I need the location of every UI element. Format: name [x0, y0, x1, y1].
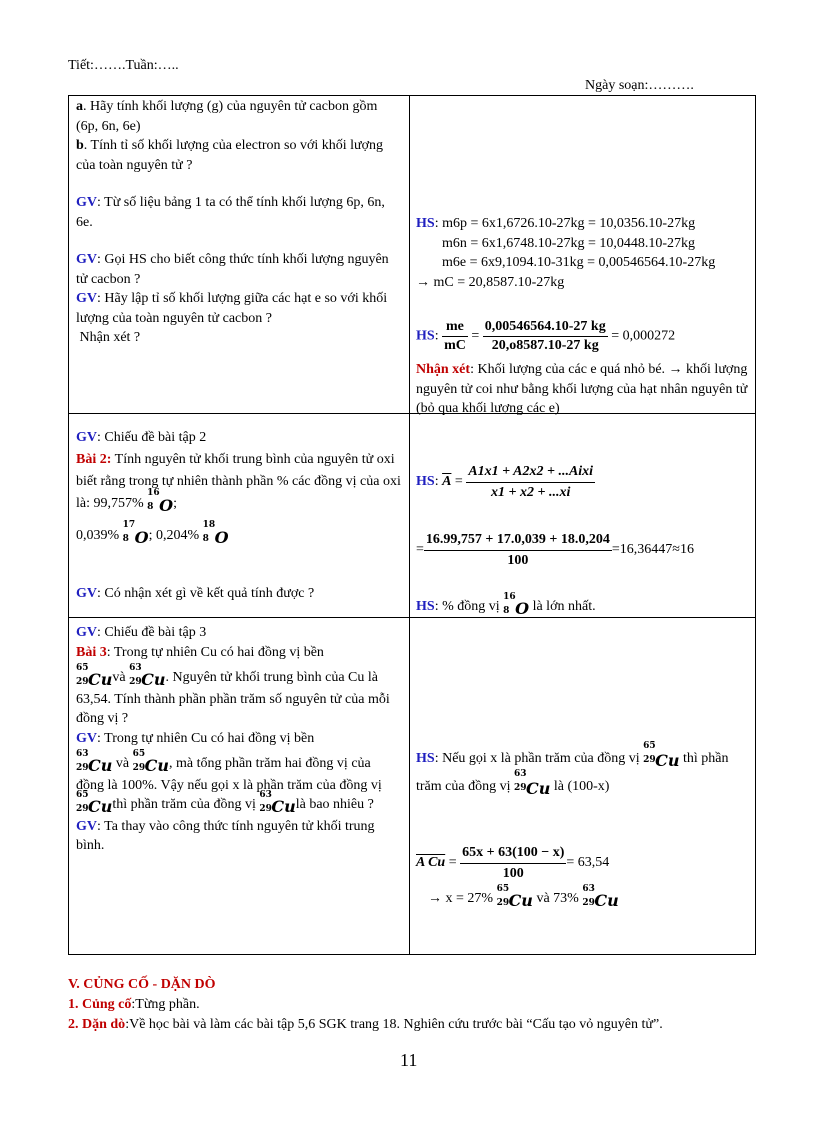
atomic-number: 8 — [503, 606, 510, 616]
isotope-o18 — [202, 520, 229, 549]
hs-label: HS — [416, 216, 435, 231]
gv-text-cont: là bao nhiêu ? — [295, 797, 374, 812]
gv-text: : Trong tự nhiên Cu có hai đồng vị bền — [97, 730, 315, 746]
average-mass-symbol: $\overline{A}$ — [442, 474, 452, 490]
label-a: a — [76, 99, 83, 114]
isotope-o17 — [122, 520, 149, 549]
mass-number: 16 — [503, 592, 516, 602]
conclusion-text: : % đồng vị — [434, 599, 500, 614]
nhan-xet-label: Nhận xét — [416, 362, 471, 377]
conclusion-text-end: là lớn nhất. — [532, 599, 596, 614]
bai-3-label: Bài 3 — [76, 644, 107, 660]
page-number: 11 — [400, 1050, 418, 1070]
isotope-cu63 — [513, 769, 551, 802]
element-symbol: Cu — [271, 797, 296, 816]
mass-number: 16 — [147, 488, 160, 498]
atomic-number: 29 — [496, 898, 510, 908]
answer-and: và 73% — [536, 891, 579, 906]
isotope-cu65 — [643, 741, 680, 774]
element-symbol: O — [515, 599, 530, 618]
nhan-xet-text: : Khối lượng của các e quá nhỏ bé. → khối lượng nguyên tử coi như bằng khối lượng của hạt nhân nguyên tử (bỏ qua khối lượng các e) — [416, 362, 748, 416]
element-symbol: Cu — [144, 756, 169, 775]
atomic-number: 29 — [582, 898, 595, 908]
mass-number: 65 — [76, 663, 89, 673]
row1-left — [76, 97, 402, 348]
element-symbol: Cu — [88, 797, 113, 816]
average-calculation: = $\frac{16.99,757 + 17.0,039 + 18.0,204}{100}$ =16,36447≈16 — [416, 530, 754, 570]
atomic-number: 29 — [643, 755, 656, 765]
label-b: b — [76, 138, 84, 153]
gv-text: : Hãy lập tỉ số khối lượng giữa các hạt e so với khối lượng của toàn nguyên tử cacbon ? — [76, 291, 388, 326]
atomic-number: 8 — [122, 534, 129, 544]
mass-number: 65 — [496, 884, 510, 894]
gv-text: : Gọi HS cho biết công thức tính khối lượng nguyên tử cacbon ? — [76, 252, 389, 287]
gv-label: GV — [76, 730, 97, 746]
hs-label: HS — [416, 751, 435, 766]
dan-do-text: :Về học bài và làm các bài tập 5,6 SGK trang 18. Nghiên cứu trước bài “Cấu tạo vỏ nguyên tử”. — [125, 1017, 663, 1032]
row2-left: GV: Chiếu đề bài tập 2 Bài 2: Tính nguyên tử khối trung bình của nguyên tử oxi biết rằng trong tự nhiên thành phần % các đồng vị của oxi là: 99,757% 16 8 O; 0,039% 17 8 O; 0,204% 18 8 O — [76, 430, 401, 547]
dan-do-label: 2. Dặn dò — [68, 1017, 126, 1032]
and-word: và — [115, 756, 130, 771]
atomic-number: 29 — [76, 804, 89, 814]
hs-label: HS — [416, 328, 435, 344]
atomic-number: 29 — [132, 763, 146, 773]
element-symbol: Cu — [88, 670, 113, 689]
gv-text: : Chiếu đề bài tập 3 — [97, 625, 207, 640]
mass-number: 63 — [513, 769, 527, 779]
gv-label: GV — [76, 625, 97, 640]
gv-label: GV — [76, 291, 97, 306]
nhan-xet-prompt: Nhận xét ? — [79, 330, 141, 345]
element-symbol: Cu — [594, 891, 619, 910]
gv-label: GV — [76, 252, 97, 267]
atomic-number: 8 — [202, 534, 209, 544]
gv-text-cont: thì phần trăm của đồng vị — [112, 797, 256, 812]
row2-left-question — [76, 584, 402, 604]
mass-number: 65 — [132, 749, 146, 759]
mass-6n: m6n = 6x1,6748.10-27kg = 10,0448.10-27kg — [442, 235, 696, 251]
hs-text-cont: thì phần trăm của đồng vị — [416, 751, 729, 794]
mass-number: 18 — [202, 520, 216, 530]
element-symbol: O — [159, 496, 174, 515]
ratio-numerator-symbol: me — [442, 318, 468, 337]
mass-number: 65 — [76, 790, 89, 800]
gv-label: GV — [76, 430, 97, 445]
gv-label: GV — [76, 818, 97, 834]
cung-co-text: :Từng phần. — [131, 997, 200, 1012]
element-symbol: Cu — [141, 670, 166, 689]
mass-ratio-left — [442, 318, 468, 355]
ratio-denominator-symbol: mC — [444, 338, 466, 353]
average-mass-formula — [466, 462, 595, 502]
mass-carbon: → mC = 20,8587.10-27kg — [416, 274, 565, 290]
gv-text: : Có nhận xét gì về kết quả tính được ? — [97, 586, 315, 601]
mass-6e: m6e = 6x9,1094.10-31kg = 0,00546564.10-27kg — [442, 255, 716, 270]
question-a: . Hãy tính khối lượng (g) của nguyên tử cacbon gồm (6p, 6n, 6e) — [76, 99, 378, 134]
isotope-cu63 — [129, 663, 166, 690]
isotope-cu65 — [496, 884, 533, 911]
bai-3-text-cont: . Nguyên tử khối trung bình của Cu là 63,54. Tính thành phần phần trăm số nguyên tử của mỗi đồng vị ? — [76, 670, 390, 726]
mass-6p: : m6p = 6x1,6726.10-27kg = 10,0356.10-27kg — [434, 216, 696, 231]
bai-2-text: Tính nguyên tử khối trung bình của nguyên tử oxi biết rằng trong tự nhiên thành phần % các đồng vị của oxi là: 99,757% — [76, 452, 401, 511]
and-word: và — [112, 670, 126, 685]
dan-do-line — [68, 1017, 663, 1033]
calc-denominator: 100 — [507, 552, 529, 568]
isotope-cu65 — [76, 663, 113, 690]
formula-denominator: x1 + x2 + ...xi — [491, 484, 571, 500]
row1-right — [416, 214, 754, 292]
header-ngay-soan: Ngày soạn:………. — [585, 78, 694, 93]
row2-conclusion — [416, 592, 754, 619]
isotope-o16 — [503, 592, 530, 619]
average-cu-symbol: A Cu — [416, 855, 446, 871]
ratio-row: HS: $\frac{me}{mC}$ = $\frac{0,00546564.10-27 kg}{20,o8587.10-27 kg}$ = 0,000272 — [416, 319, 676, 353]
calc-numerator: 16.99,757 + 17.0,039 + 18.0,204 — [424, 530, 612, 551]
bai-2-label: Bài 2: — [76, 452, 112, 467]
mass-number: 63 — [76, 749, 89, 759]
gv-text: : Chiếu đề bài tập 2 — [97, 430, 207, 445]
question-b: . Tính tỉ số khối lượng của electron so với khối lượng của toàn nguyên tử ? — [76, 138, 384, 173]
cu-result: = 63,54 — [566, 855, 610, 871]
cu-numerator: 65x + 63(100 − x) — [460, 843, 566, 864]
bai-3-text: : Trong tự nhiên Cu có hai đồng vị bền — [106, 644, 324, 660]
isotope-cu63 — [582, 884, 619, 911]
section-title: V. CỦNG CỐ - DẶN DÒ — [68, 977, 216, 992]
table-column-divider — [409, 95, 410, 955]
atomic-number: 29 — [513, 783, 527, 793]
atomic-number: 29 — [259, 804, 272, 814]
ratio-denominator: 20,o8587.10-27 kg — [491, 338, 599, 353]
formula-numerator: A1x1 + A2x2 + ...Aixi — [466, 462, 595, 483]
isotope-cu63 — [76, 749, 113, 776]
percent-o18: ; 0,204% — [148, 528, 200, 543]
isotope-cu63 — [259, 790, 296, 817]
answer-x: → x = 27% — [428, 891, 494, 906]
cung-co-line — [68, 997, 200, 1013]
gv-text-cont: , mà tổng phần trăm hai đồng vị của đồng là 100%. Vậy nếu gọi x là phần trăm của đồng vị — [76, 756, 382, 793]
average-calc-fraction — [424, 530, 612, 570]
nhan-xet-block — [416, 360, 754, 419]
ratio-numerator: 0,00546564.10-27 kg — [483, 318, 608, 337]
cu-fraction — [460, 843, 566, 883]
gv-label: GV — [76, 586, 97, 601]
percent-o17: 0,039% — [76, 528, 120, 543]
mass-number: 63 — [259, 790, 272, 800]
hs-text: : Nếu gọi x là phần trăm của đồng vị — [434, 751, 640, 766]
hs-text-end: là (100-x) — [553, 779, 610, 794]
mass-number: 65 — [643, 741, 656, 751]
row3-right — [416, 741, 754, 802]
header-tiet: Tiết:…….Tuần:….. — [68, 58, 179, 73]
element-symbol: O — [214, 528, 229, 547]
cung-co-label: 1. Củng cố — [68, 997, 132, 1012]
ratio-result: = 0,000272 — [611, 328, 676, 344]
hs-label: HS — [416, 474, 435, 490]
atomic-number: 29 — [129, 677, 142, 687]
atomic-number: 29 — [76, 677, 89, 687]
element-symbol: Cu — [655, 751, 680, 770]
atomic-number: 29 — [76, 763, 89, 773]
calc-result: =16,36447≈16 — [611, 542, 694, 558]
cu-answer — [428, 884, 766, 911]
element-symbol: O — [134, 528, 149, 547]
cu-denominator: 100 — [502, 865, 524, 881]
mass-number: 63 — [129, 663, 142, 673]
mass-ratio-value — [483, 318, 608, 355]
mass-number: 17 — [122, 520, 136, 530]
gv-text: : Từ số liệu bảng 1 ta có thể tính khối lượng 6p, 6n, 6e. — [76, 195, 385, 230]
isotope-cu65 — [132, 749, 169, 776]
isotope-cu65 — [76, 790, 113, 817]
average-formula: HS: $\overline{A}$ = $\frac{\text{A1x1 + A2x2 + ...Aixi}}{x1 + x2 + ...xi}$ — [416, 462, 754, 502]
cu-equation: A Cu = $\frac{65x + 63(100 - x)}{100}$ = 63,54 — [416, 843, 754, 883]
row3-left — [76, 623, 402, 856]
mass-number: 63 — [582, 884, 595, 894]
element-symbol: Cu — [88, 756, 113, 775]
gv-text: : Ta thay vào công thức tính nguyên tử khối trung bình. — [76, 818, 375, 853]
gv-label: GV — [76, 195, 97, 210]
atomic-number: 8 — [147, 502, 154, 512]
hs-label: HS — [416, 599, 435, 614]
element-symbol: Cu — [525, 779, 551, 798]
isotope-o16 — [147, 488, 174, 517]
element-symbol: Cu — [508, 891, 533, 910]
